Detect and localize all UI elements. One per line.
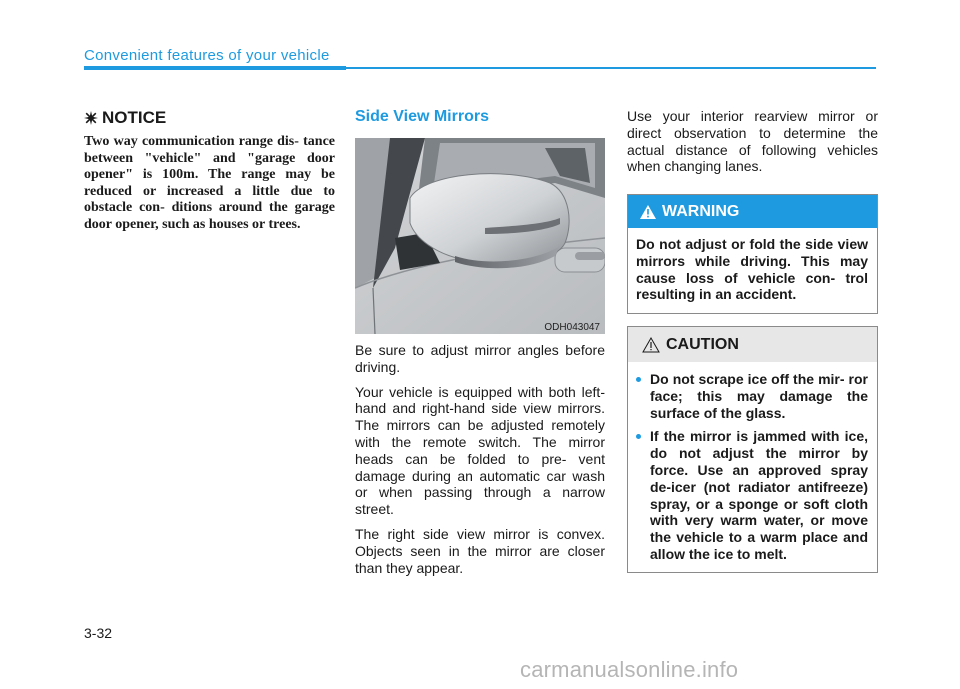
warning-body: Do not adjust or fold the side view mirrors while driving. This may cause loss of vehicle con- trol resulting in an accident.	[636, 236, 868, 303]
section-paragraph-1: Be sure to adjust mirror angles before driving.	[355, 342, 605, 375]
caution-box	[627, 326, 878, 573]
caution-item	[636, 428, 868, 562]
page-number: 3-32	[84, 625, 113, 641]
bullet-icon	[636, 434, 641, 439]
section-title: Side View Mirrors	[355, 108, 489, 125]
section-paragraph-3: The right side view mirror is convex. Objects seen in the mirror are closer than they appear.	[355, 525, 605, 576]
caution-header	[628, 327, 877, 362]
notice-title: NOTICE	[102, 108, 167, 127]
caution-triangle-icon	[642, 337, 660, 353]
caution-title: CAUTION	[666, 335, 739, 353]
header-title: Convenient features of your vehicle	[84, 47, 330, 64]
header-bar-thick	[84, 66, 346, 70]
right-column	[627, 108, 878, 183]
rearview-intro-paragraph: Use your interior rearview mirror or direct observation to determine the actual distance of following vehicles when changing lanes.	[627, 108, 878, 175]
bullet-icon	[636, 377, 641, 382]
warning-triangle-icon	[640, 205, 656, 219]
notice-heading	[84, 108, 335, 128]
warning-header	[628, 195, 877, 228]
caution-list	[628, 362, 877, 572]
caution-item	[636, 371, 868, 421]
section-paragraph-2: Your vehicle is equipped with both left-hand and right-hand side view mirrors. The mirrors can be adjusted remotely with the remote switch. The mirror heads can be folded to pre- vent damage during an automatic car wash or when passing through a narrow street.	[355, 383, 605, 518]
image-code-label: ODH043047	[544, 322, 600, 333]
watermark: carmanualsonline.info	[520, 657, 739, 682]
warning-box	[627, 194, 878, 314]
notice-body: Two way communication range dis- tance between "vehicle" and "garage door opener" is 100m. The range may be reduced or increased a little due to obstacle con- ditions around the garage door opener, such as houses or trees.	[84, 134, 335, 232]
header-bar-thin	[346, 67, 876, 69]
side-mirror-photo	[355, 138, 605, 334]
notice-star-icon	[84, 111, 98, 125]
caution-item-text: Do not scrape ice off the mir- ror face; this may damage the surface of the glass.	[650, 371, 868, 421]
warning-title: WARNING	[662, 202, 740, 220]
side-view-mirrors-section	[355, 108, 605, 584]
notice-section	[84, 108, 335, 234]
caution-item-text: If the mirror is jammed with ice, do not adjust the mirror by force. Use an approved spray de-icer (not radiator antifreeze) spray, or a sponge or soft cloth with very warm water, or move the vehicle to a warm place and allow the ice to melt.	[650, 428, 868, 562]
